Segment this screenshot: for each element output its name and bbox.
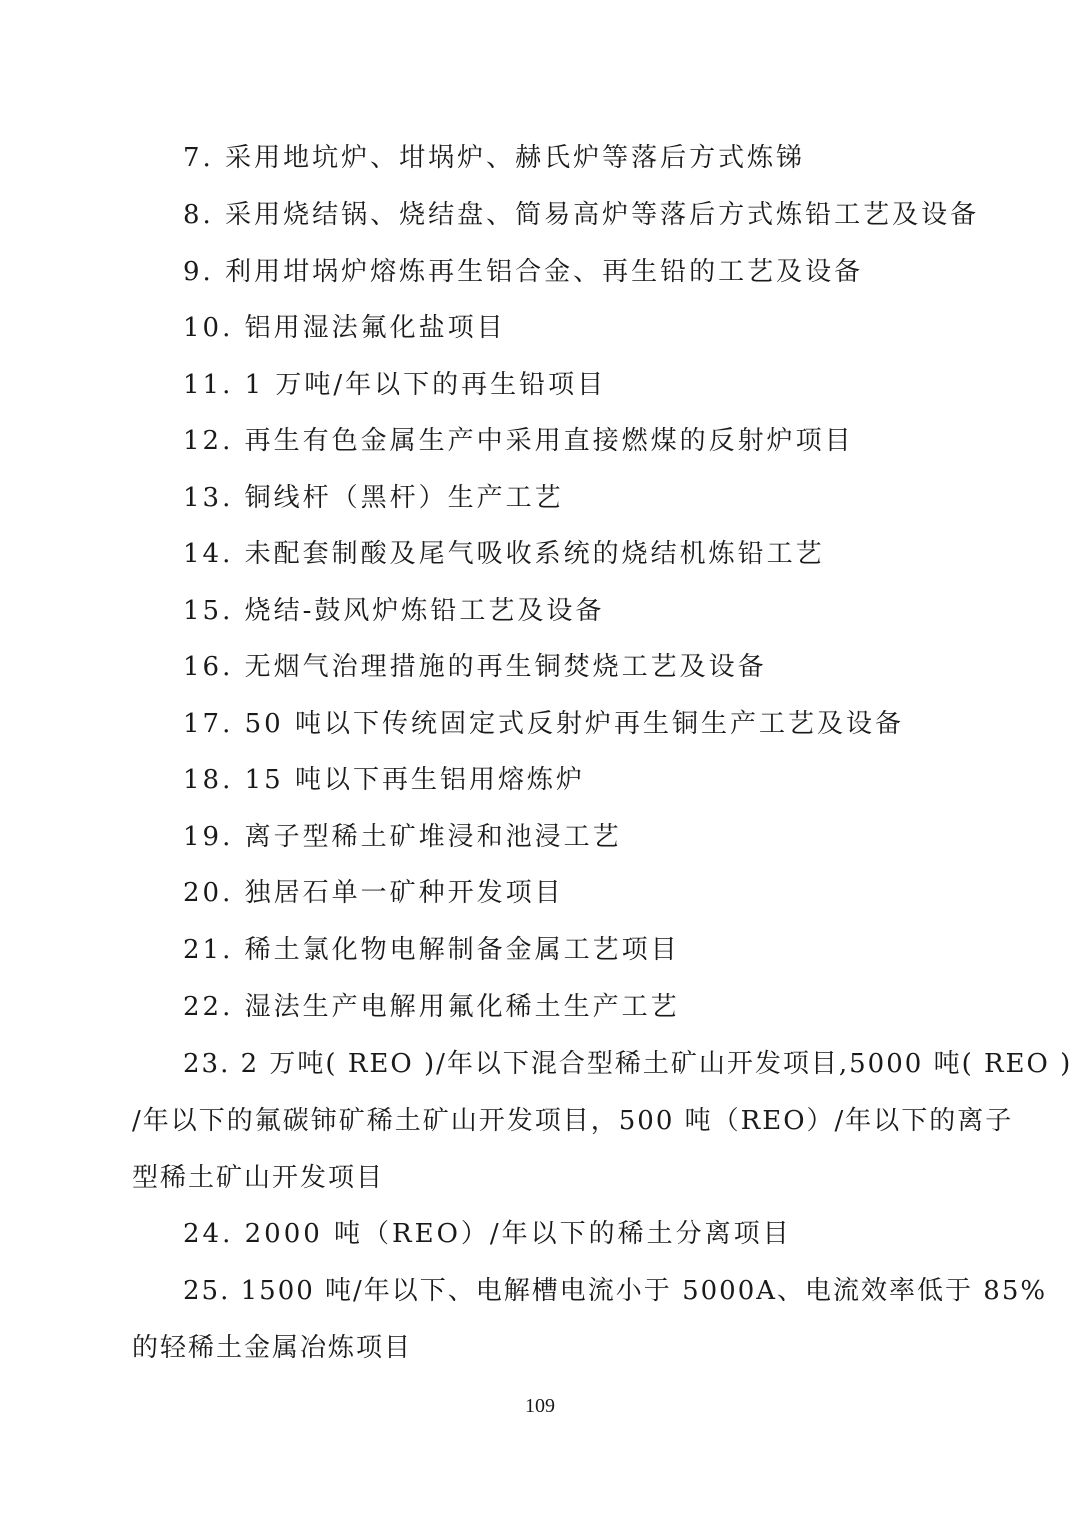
list-item-8: 8. 采用烧结锅、烧结盘、简易高炉等落后方式炼铅工艺及设备 [183,200,980,230]
list-item-16: 16. 无烟气治理措施的再生铜焚烧工艺及设备 [183,652,767,682]
list-item-10: 10. 铝用湿法氟化盐项目 [183,313,506,343]
list-item-21: 21. 稀土氯化物电解制备金属工艺项目 [183,935,680,965]
list-item-22: 22. 湿法生产电解用氟化稀土生产工艺 [183,992,680,1022]
list-item-25-line-2: 的轻稀土金属冶炼项目 [132,1333,413,1363]
list-item-13: 13. 铜线杆（黑杆）生产工艺 [183,483,564,513]
list-item-23-line-2: /年以下的氟碳铈矿稀土矿山开发项目，500 吨（REO）/年以下的离子 [132,1106,1014,1136]
list-item-25-line-1: 25. 1500 吨/年以下、电解槽电流小于 5000A、电流效率低于 85% [183,1276,1048,1306]
list-item-23 [132,1036,1073,1207]
list-item-23-line-1: 23. 2 万吨( REO )/年以下混合型稀土矿山开发项目,5000 吨( REO ) [183,1049,1073,1079]
list-item-7: 7. 采用地坑炉、坩埚炉、赫氏炉等落后方式炼锑 [183,143,806,173]
list-item-17: 17. 50 吨以下传统固定式反射炉再生铜生产工艺及设备 [183,709,904,739]
list-item-25 [132,1263,1048,1377]
list-item-19: 19. 离子型稀土矿堆浸和池浸工艺 [183,822,622,852]
list-item-24: 24. 2000 吨（REO）/年以下的稀土分离项目 [183,1219,792,1249]
list-item-12: 12. 再生有色金属生产中采用直接燃煤的反射炉项目 [183,426,854,456]
list-item-15: 15. 烧结-鼓风炉炼铅工艺及设备 [183,596,605,626]
list-item-18: 18. 15 吨以下再生铝用熔炼炉 [183,765,585,795]
list-item-14: 14. 未配套制酸及尾气吸收系统的烧结机炼铅工艺 [183,539,825,569]
list-item-23-line-3: 型稀土矿山开发项目 [132,1163,385,1193]
list-item-11: 11. 1 万吨/年以下的再生铅项目 [183,370,607,400]
page-number: 109 [525,1395,555,1417]
list-item-20: 20. 独居石单一矿种开发项目 [183,878,564,908]
list-item-9: 9. 利用坩埚炉熔炼再生铝合金、再生铅的工艺及设备 [183,257,864,287]
